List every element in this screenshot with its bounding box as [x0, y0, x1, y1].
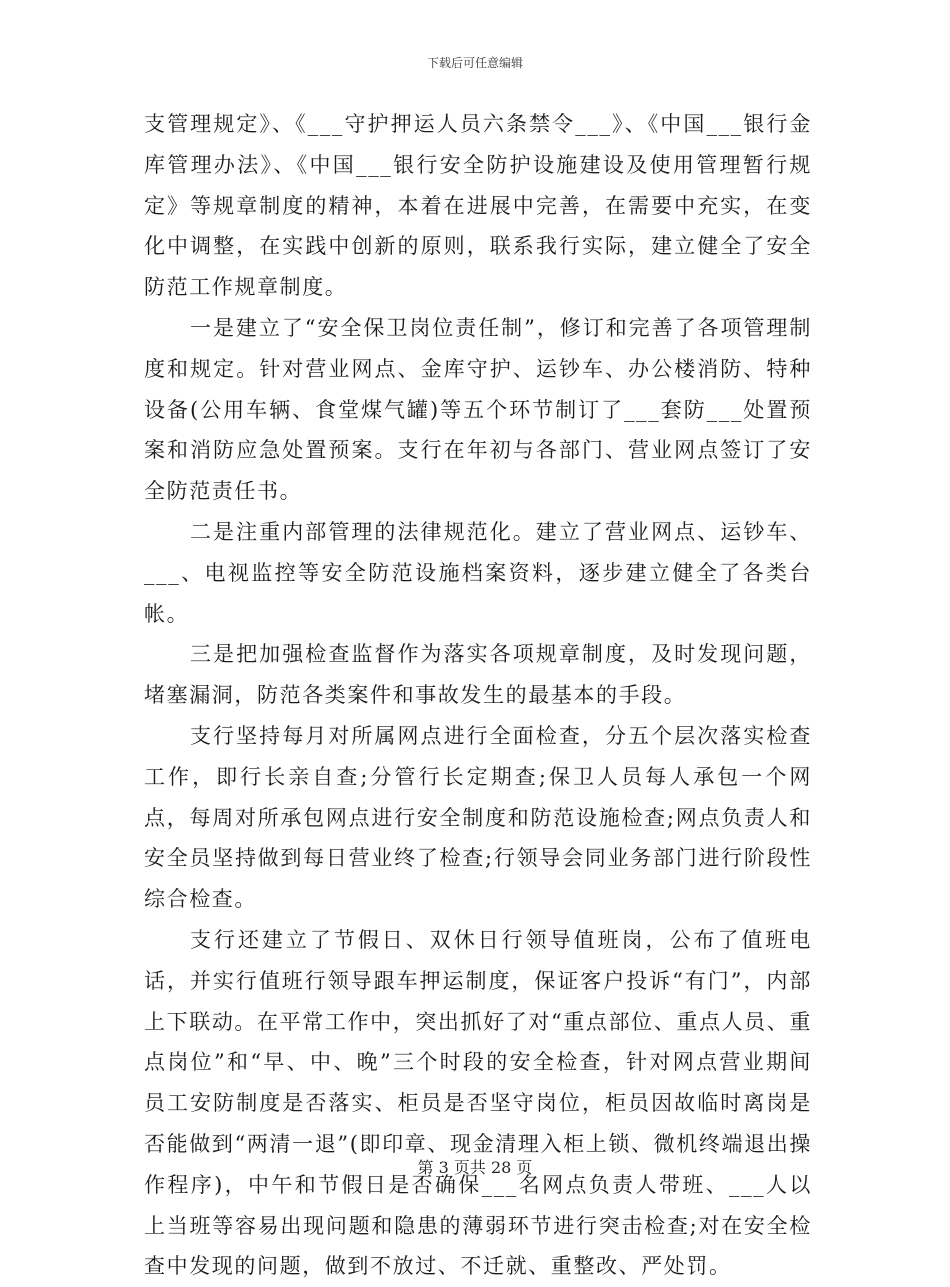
page-header: 下载后可任意编辑: [426, 56, 523, 70]
document-body: [144, 104, 812, 1287]
paragraph-monthly-inspection: 支行坚持每月对所属网点进行全面检查，分五个层次落实检查工作，即行长亲自查;分管行长定期查;保卫人员每人承包一个网点，每周对所承包网点进行安全制度和防范设施检查;网点负责人和安全员坚持做到每日营业终了检查;行领导会同业务部门进行阶段性综合检查。: [144, 723, 812, 912]
paragraph-regulations: 支管理规定》、《___守护押运人员六条禁令___》、《中国___银行金库管理办法》、《中国___银行安全防护设施建设及使用管理暂行规定》等规章制度的精神，本着在进展中完善，在需要中充实，在变化中调整，在实践中创新的原则，联系我行实际，建立健全了安全防范工作规章制度。: [144, 112, 812, 300]
paragraph-supervision: 三是把加强检查监督作为落实各项规章制度，及时发现问题，堵塞漏洞，防范各类案件和事故发生的最基本的手段。: [144, 642, 812, 708]
paragraph-internal-management: 二是注重内部管理的法律规范化。建立了营业网点、运钞车、___、电视监控等安全防范设施档案资料，逐步建立健全了各类台帐。: [144, 519, 812, 626]
paragraph-duty-system: 支行还建立了节假日、双休日行领导值班岗，公布了值班电话，并实行值班行领导跟车押运制度，保证客户投诉“有门”，内部上下联动。在平常工作中，突出抓好了对“重点部位、重点人员、重点岗位”和“早、中、晚”三个时段的安全检查，针对网点营业期间员工安防制度是否落实、柜员是否坚守岗位，柜员因故临时离岗是否能做到“两清一退”(即印章、现金清理入柜上锁、微机终端退出操作程序)，中午和节假日是否确保___名网点负责人带班、___人以上当班等容易出现问题和隐患的薄弱环节进行突击检查;对在安全检查中发现的问题，做到不放过、不迁就、重整改、严处罚。: [144, 927, 813, 1279]
page-number: 第 3 页共 28 页: [417, 1158, 533, 1177]
paragraph-responsibility-system: 一是建立了“安全保卫岗位责任制”，修订和完善了各项管理制度和规定。针对营业网点、金库守护、运钞车、办公楼消防、特种设备(公用车辆、食堂煤气罐)等五个环节制订了___套防___处置预案和消防应急处置预案。支行在年初与各部门、营业网点签订了安全防范责任书。: [144, 315, 812, 504]
